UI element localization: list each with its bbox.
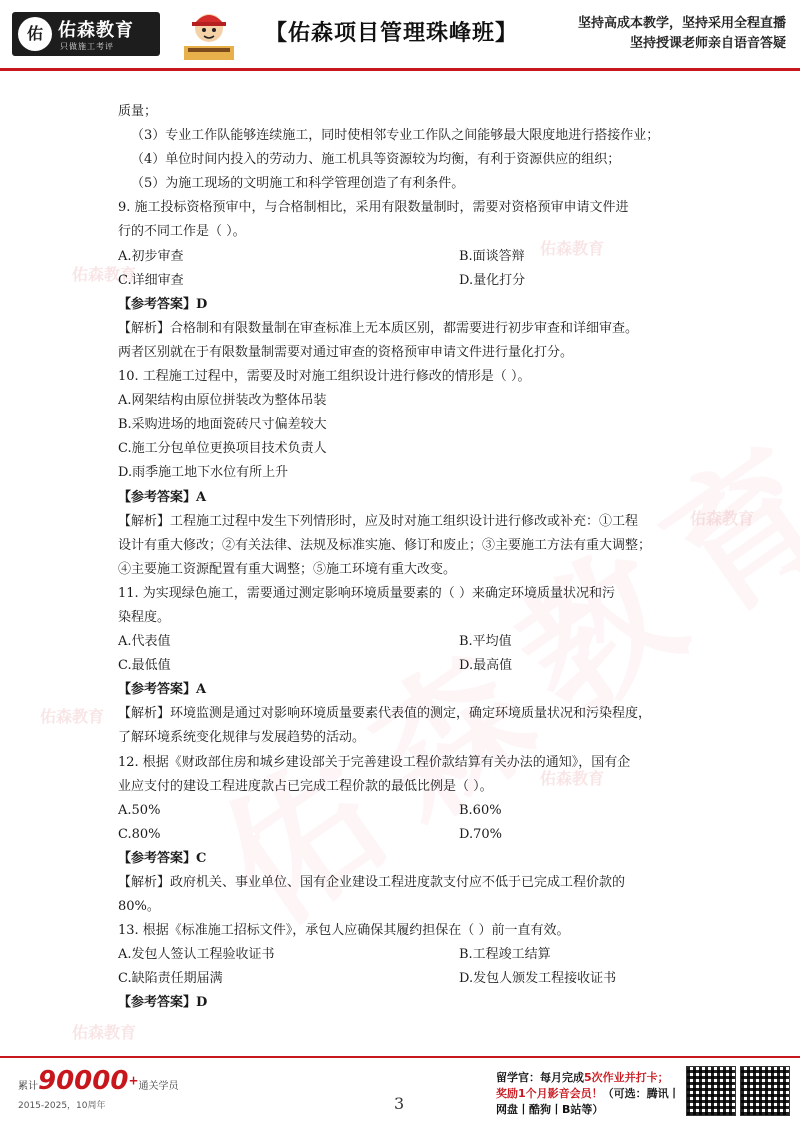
footer-stats bbox=[18, 1066, 179, 1111]
text-line: 【解析】合格制和有限数量制在审查标准上无本质区别，都需要进行初步审查和详细审查。 bbox=[118, 320, 639, 336]
text-line: 80%。 bbox=[118, 899, 160, 915]
watermark-small: 佑森教育 bbox=[540, 769, 605, 788]
header-divider bbox=[0, 68, 800, 71]
promo-text-2: （可选：腾讯丨 bbox=[602, 1087, 680, 1100]
footer-divider bbox=[0, 1056, 800, 1058]
text-line: （3）专业工作队能够连续施工，同时使相邻专业工作队之间能够最大限度地进行搭接作业； bbox=[131, 128, 660, 144]
text-line: 行的不同工作是（ ）。 bbox=[118, 224, 246, 240]
option-row bbox=[118, 245, 684, 269]
logo-name: 佑森教育 bbox=[58, 20, 134, 41]
watermark-small: 佑森教育 bbox=[72, 1023, 137, 1042]
years-label: 2015-2025，10周年 bbox=[18, 1101, 106, 1111]
page-number: 3 bbox=[394, 1094, 405, 1113]
watermark-small: 佑森教育 bbox=[540, 239, 605, 258]
promo-text-1: 留学官：每月完成 bbox=[496, 1071, 584, 1084]
option-row bbox=[118, 967, 684, 991]
count-prefix: 累计 bbox=[18, 1081, 38, 1092]
logo-slogan: 只做施工考评 bbox=[60, 42, 114, 51]
option-text: A.50% bbox=[118, 802, 161, 818]
option-row bbox=[118, 630, 684, 654]
option-row bbox=[118, 654, 684, 678]
watermark-small: 佑森教育 bbox=[72, 265, 137, 284]
option-text: D.发包人颁发工程接收证书 bbox=[459, 971, 617, 987]
option-text: B.工程竣工结算 bbox=[459, 947, 551, 963]
answer-line: 【参考答案】C bbox=[118, 850, 207, 866]
option-text: D.70% bbox=[459, 826, 502, 842]
count-number: 90000 bbox=[38, 1066, 129, 1096]
count-plus: + bbox=[128, 1073, 139, 1088]
slogan-line-2: 坚持授课老师亲自语音答疑 bbox=[629, 36, 786, 51]
watermark-small: 佑森教育 bbox=[690, 509, 755, 528]
logo-mark: 佑 bbox=[18, 17, 52, 51]
option-text: C.80% bbox=[118, 826, 161, 842]
text-line: 业应支付的建设工程进度款占已完成工程价款的最低比例是（ ）。 bbox=[118, 778, 493, 794]
option-text: B.面谈答辩 bbox=[459, 248, 525, 264]
promo-highlight-1: 5次作业并打卡； bbox=[584, 1071, 669, 1084]
text-line: A.网架结构由原位拼装改为整体吊装 bbox=[118, 393, 327, 409]
logo bbox=[12, 12, 160, 56]
promo-highlight-2: 奖励1个月影音会员！ bbox=[496, 1087, 603, 1100]
option-row bbox=[118, 269, 684, 293]
footer-promo bbox=[496, 1070, 686, 1118]
answer-line: 【参考答案】D bbox=[118, 995, 208, 1011]
text-line: （5）为施工现场的文明施工和科学管理创造了有利条件。 bbox=[131, 176, 465, 192]
text-line: D.雨季施工地下水位有所上升 bbox=[118, 465, 289, 481]
text-line: B.采购进场的地面瓷砖尺寸偏差较大 bbox=[118, 417, 327, 433]
text-line: ④主要施工资源配置有重大调整；⑤施工环境有重大改变。 bbox=[118, 561, 457, 577]
text-line: 【解析】环境监测是通过对影响环境质量要素代表值的测定，确定环境质量状况和污染程度， bbox=[118, 706, 652, 722]
answer-line: 【参考答案】A bbox=[118, 682, 207, 698]
option-text: B.60% bbox=[459, 802, 502, 818]
answer-line: 【参考答案】D bbox=[118, 296, 208, 312]
text-line: 11. 为实现绿色施工，需要通过测定影响环境质量要素的（ ）来确定环境质量状况和污 bbox=[118, 585, 615, 601]
mascot-icon bbox=[180, 8, 238, 62]
option-text: A.初步审查 bbox=[118, 248, 184, 264]
text-line: 了解环境系统变化规律与发展趋势的活动。 bbox=[118, 730, 366, 746]
header-title: 【佑森项目管理珠峰班】 bbox=[265, 21, 519, 46]
text-line: 质量； bbox=[118, 104, 158, 119]
text-line: 10. 工程施工过程中，需要及时对施工组织设计进行修改的情形是（ ）。 bbox=[118, 369, 531, 385]
header-slogans bbox=[578, 14, 786, 54]
text-line: （4）单位时间内投入的劳动力、施工机具等资源较为均衡，有利于资源供应的组织； bbox=[131, 152, 621, 168]
qr-code-icon bbox=[686, 1066, 736, 1116]
student-count bbox=[18, 1066, 179, 1096]
text-line: 【解析】工程施工过程中发生下列情形时，应及时对施工组织设计进行修改或补充：①工程 bbox=[118, 513, 639, 529]
option-text: B.平均值 bbox=[459, 634, 512, 650]
option-text: D.最高值 bbox=[459, 658, 513, 674]
document-body bbox=[118, 100, 684, 1016]
option-text: A.代表值 bbox=[118, 634, 171, 650]
text-line: 染程度。 bbox=[118, 609, 171, 625]
watermark-small: 佑森教育 bbox=[40, 707, 105, 726]
text-line: 【解析】政府机关、事业单位、国有企业建设工程进度款支付应不低于已完成工程价款的 bbox=[118, 875, 626, 890]
option-row bbox=[118, 943, 684, 967]
option-row bbox=[118, 823, 684, 847]
qr-code-icon bbox=[740, 1066, 790, 1116]
promo-text-3: 网盘丨酷狗丨B站等） bbox=[496, 1103, 604, 1116]
page-header bbox=[0, 0, 800, 66]
count-suffix: 通关学员 bbox=[138, 1081, 179, 1092]
text-line: 两者区别就在于有限数量制需要对通过审查的资格预审申请文件进行量化打分。 bbox=[118, 344, 574, 360]
text-line: 9. 施工投标资格预审中，与合格制相比，采用有限数量制时，需要对资格预审申请文件进 bbox=[118, 200, 629, 216]
option-text: D.量化打分 bbox=[459, 272, 526, 288]
text-line: 设计有重大修改；②有关法律、法规及标准实施、修订和废止；③主要施工方法有重大调整； bbox=[118, 537, 652, 553]
text-line: 12. 根据《财政部住房和城乡建设部关于完善建设工程价款结算有关办法的通知》，国有企 bbox=[118, 754, 631, 770]
answer-line: 【参考答案】A bbox=[118, 489, 207, 505]
option-text: C.详细审查 bbox=[118, 272, 184, 288]
option-row bbox=[118, 799, 684, 823]
option-text: A.发包人签认工程验收证书 bbox=[118, 947, 275, 963]
option-text: C.缺陷责任期届满 bbox=[118, 971, 223, 987]
option-text: C.最低值 bbox=[118, 658, 171, 674]
text-line: 13. 根据《标准施工招标文件》，承包人应确保其履约担保在（ ）前一直有效。 bbox=[118, 923, 570, 939]
slogan-line-1: 坚持高成本教学，坚持采用全程直播 bbox=[577, 16, 786, 31]
text-line: C.施工分包单位更换项目技术负责人 bbox=[118, 441, 327, 457]
